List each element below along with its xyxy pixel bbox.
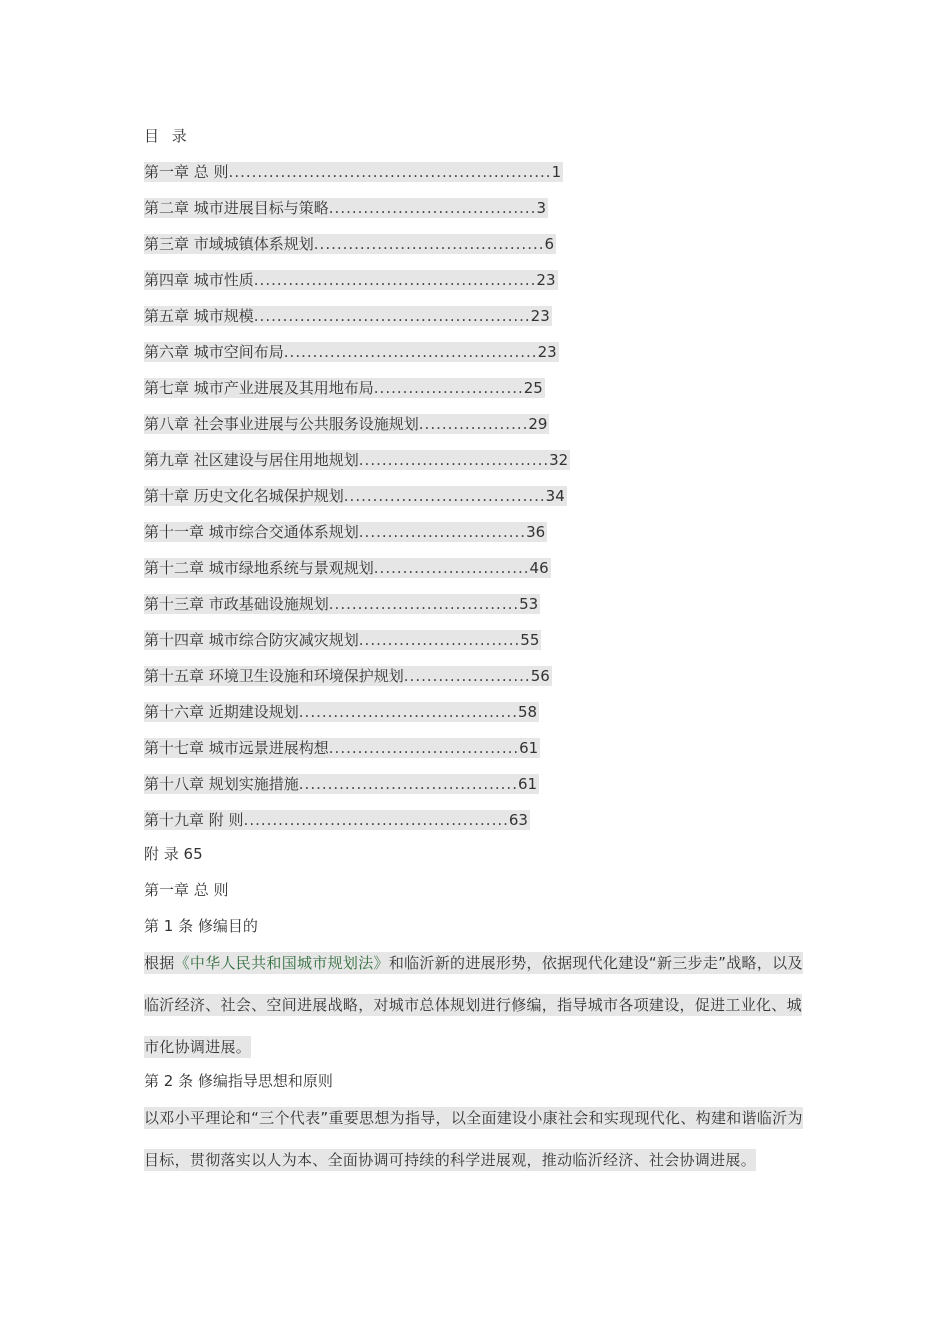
toc-appendix[interactable]: 附 录 65 (144, 845, 203, 863)
toc-entry-label: 第十四章 城市综合防灾减灾规划 (144, 631, 359, 649)
toc-leader-dots: ...................... (403, 667, 531, 685)
toc-leader-dots: ...................................... (298, 703, 518, 721)
toc-leader-dots: ................................. (328, 739, 520, 757)
toc-entry[interactable] (144, 810, 704, 846)
toc-page-number: 56 (530, 667, 550, 685)
toc-entry-label: 第五章 城市规模 (144, 307, 254, 325)
toc-leader-dots: ................................... (343, 487, 546, 505)
toc-entry[interactable] (144, 414, 704, 450)
toc-leader-dots: .............................................. (243, 811, 509, 829)
toc-page-number: 63 (508, 811, 528, 829)
toc-leader-dots: ................................. (328, 595, 520, 613)
article-paragraph (144, 942, 806, 1068)
toc-entry-label: 第十八章 规划实施措施 (144, 775, 299, 793)
toc-entry-label: 第二章 城市进展目标与策略 (144, 199, 329, 217)
toc-page-number: 23 (530, 307, 550, 325)
toc-entry[interactable] (144, 522, 704, 558)
toc-page-number: 1 (551, 163, 562, 181)
toc-entry[interactable] (144, 594, 704, 630)
toc-leader-dots: ...................................... (298, 775, 518, 793)
toc-page-number: 36 (526, 523, 546, 541)
toc-leader-dots: ............................................ (283, 343, 538, 361)
article-title: 第 1 条 修编目的 (144, 917, 258, 935)
toc-entry[interactable] (144, 342, 704, 378)
toc-entry-label: 第十章 历史文化名城保护规划 (144, 487, 344, 505)
toc-page-number: 61 (517, 775, 538, 793)
toc-leader-dots: ................................................ (253, 307, 531, 325)
toc-leader-dots: .......................... (373, 379, 524, 397)
toc-leader-dots: ........................... (373, 559, 530, 577)
toc-entry-label: 第十六章 近期建设规划 (144, 703, 299, 721)
toc-entry[interactable] (144, 378, 704, 414)
toc-page-number: 3 (536, 199, 546, 217)
toc-entry[interactable] (144, 630, 704, 666)
table-of-contents (144, 162, 704, 846)
toc-entry-label: 第十一章 城市综合交通体系规划 (144, 523, 359, 541)
law-reference: 《中华人民共和国城市规划法》 (174, 954, 389, 972)
toc-entry[interactable] (144, 162, 704, 198)
toc-entry[interactable] (144, 486, 704, 522)
toc-entry[interactable] (144, 666, 704, 702)
toc-page-number: 58 (517, 703, 538, 721)
paragraph-text: 和临沂新的进展形势，依据现代化建设“新三步走”战略，以及临沂经济、社会、空间进展战略，对城市总体规划进行修编，指导城市各项建设，促进工业化、城市化协调进展。 (144, 954, 803, 1056)
toc-entry-label: 第八章 社会事业进展与公共服务设施规划 (144, 415, 419, 433)
paragraph-text: 以邓小平理论和“三个代表”重要思想为指导，以全面建设小康社会和实现现代化、构建和谐临沂为目标，贯彻落实以人为本、全面协调可持续的科学进展观，推动临沂经济、社会协调进展。 (144, 1109, 803, 1169)
chapter-heading: 第一章 总 则 (144, 881, 229, 899)
toc-leader-dots: .................................... (328, 199, 537, 217)
paragraph-text: 根据 (144, 954, 175, 972)
toc-entry-label: 第十二章 城市绿地系统与景观规划 (144, 559, 374, 577)
toc-entry-label: 第六章 城市空间布局 (144, 343, 284, 361)
toc-page-number: 55 (520, 631, 540, 649)
article-paragraph (144, 1097, 806, 1181)
toc-entry-label: 第三章 市域城镇体系规划 (144, 235, 314, 253)
toc-entry-label: 第四章 城市性质 (144, 271, 254, 289)
toc-page-number: 23 (536, 271, 556, 289)
toc-leader-dots: ................... (418, 415, 529, 433)
toc-entry[interactable] (144, 270, 704, 306)
toc-page-number: 29 (528, 415, 548, 433)
toc-entry[interactable] (144, 774, 704, 810)
toc-page-number: 32 (549, 451, 569, 469)
toc-entry[interactable] (144, 738, 704, 774)
toc-entry[interactable] (144, 306, 704, 342)
toc-title: 目 录 (144, 127, 191, 145)
toc-entry[interactable] (144, 702, 704, 738)
toc-leader-dots: ................................................. (253, 271, 537, 289)
toc-entry[interactable] (144, 450, 704, 486)
toc-page-number: 46 (529, 559, 549, 577)
toc-entry-label: 第七章 城市产业进展及其用地布局 (144, 379, 374, 397)
toc-entry[interactable] (144, 558, 704, 594)
toc-page-number: 34 (545, 487, 565, 505)
toc-page-number: 6 (544, 235, 555, 253)
toc-leader-dots: ........................................ (313, 235, 545, 253)
toc-page-number: 53 (519, 595, 539, 613)
toc-page-number: 25 (523, 379, 543, 397)
toc-entry-label: 第一章 总 则 (144, 163, 229, 181)
toc-entry-label: 第十七章 城市远景进展构想 (144, 739, 329, 757)
toc-page-number: 23 (537, 343, 557, 361)
toc-leader-dots: ............................ (358, 631, 521, 649)
toc-entry[interactable] (144, 198, 704, 234)
toc-entry-label: 第十五章 环境卫生设施和环境保护规划 (144, 667, 404, 685)
toc-leader-dots: ............................. (358, 523, 527, 541)
toc-entry-label: 第十三章 市政基础设施规划 (144, 595, 329, 613)
toc-page-number: 61 (519, 739, 539, 757)
toc-entry-label: 第十九章 附 则 (144, 811, 244, 829)
toc-leader-dots: ........................................................ (228, 163, 552, 181)
toc-entry[interactable] (144, 234, 704, 270)
toc-entry-label: 第九章 社区建设与居住用地规划 (144, 451, 359, 469)
article-title: 第 2 条 修编指导思想和原则 (144, 1072, 333, 1090)
toc-leader-dots: ................................. (358, 451, 550, 469)
